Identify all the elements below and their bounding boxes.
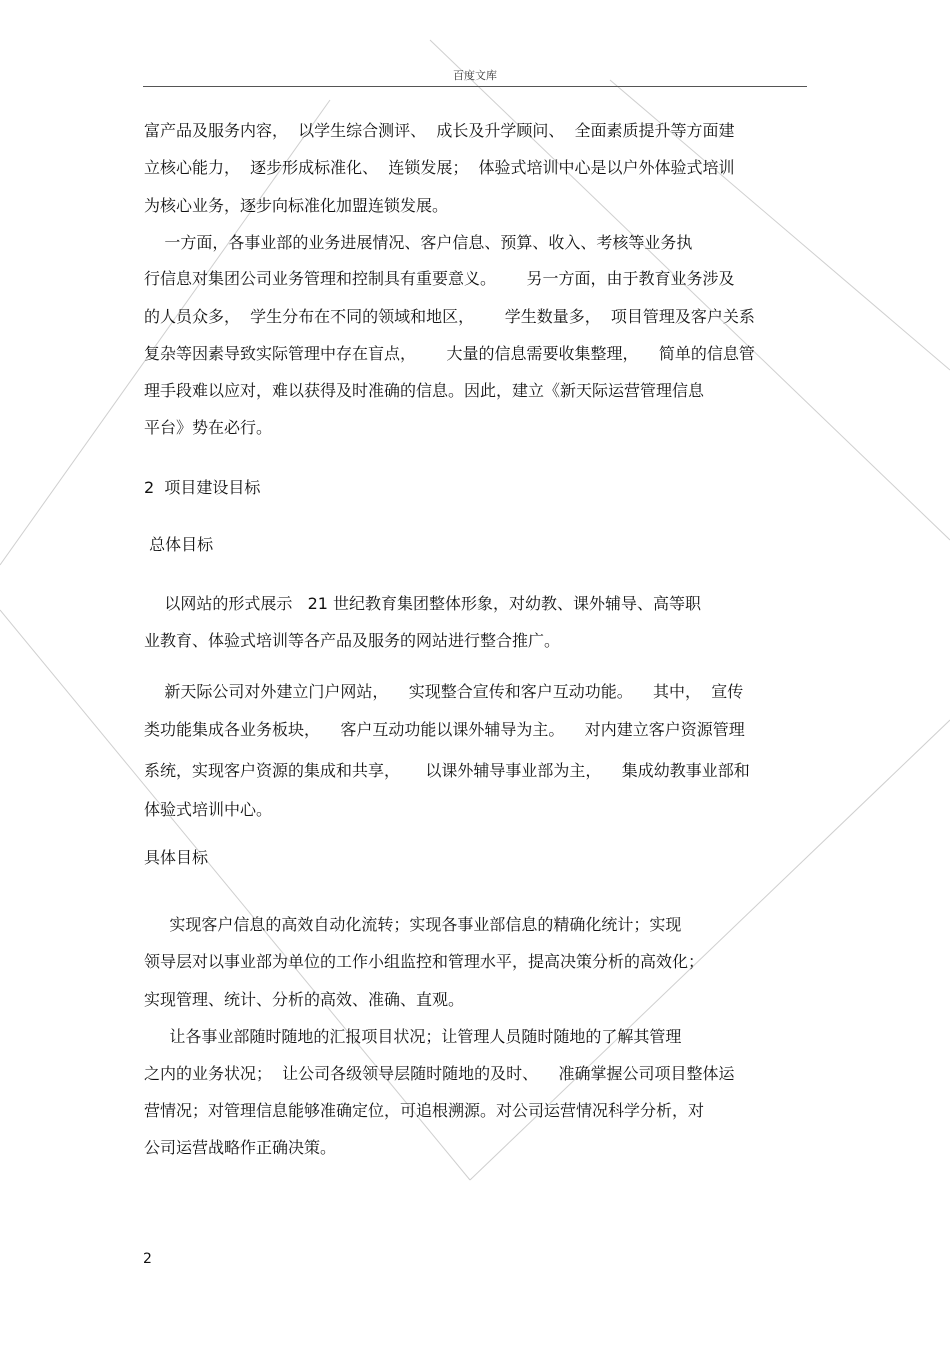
section-heading: 2 项目建设目标 xyxy=(144,478,261,497)
text-line: 一方面，各事业部的业务进展情况、客户信息、预算、收入、考核等业务执 xyxy=(144,233,693,252)
text-line: 领导层对以事业部为单位的工作小组监控和管理水平，提高决策分析的高效化； xyxy=(144,952,705,971)
page-header-title: 百度文库 xyxy=(453,69,497,82)
text-line: 行信息对集团公司业务管理和控制具有重要意义。 另一方面，由于教育业务涉及 xyxy=(144,269,735,288)
text-line: 让各事业部随时随地的汇报项目状况；让管理人员随时随地的了解其管理 xyxy=(144,1027,682,1046)
text-line: 业教育、体验式培训等各产品及服务的网站进行整合推广。 xyxy=(144,631,561,650)
text-line: 营情况；对管理信息能够准确定位，可追根溯源。对公司运营情况科学分析，对 xyxy=(144,1101,705,1120)
text-line: 类功能集成各业务板块， 客户互动功能以课外辅导为主。 对内建立客户资源管理 xyxy=(144,720,745,739)
page-number: 2 xyxy=(143,1251,152,1267)
text-line: 平台》势在必行。 xyxy=(144,418,273,437)
text-line: 之内的业务状况； 让公司各级领导层随时随地的及时、 准确掌握公司项目整体运 xyxy=(144,1064,735,1083)
text-line: 立核心能力， 逐步形成标准化、 连锁发展； 体验式培训中心是以户外体验式培训 xyxy=(144,158,735,177)
text-line: 新天际公司对外建立门户网站， 实现整合宣传和客户互动功能。 其中， 宣传 xyxy=(144,682,744,701)
subheading-specific-goal: 具体目标 xyxy=(144,848,209,867)
text-line: 系统，实现客户资源的集成和共享， 以课外辅导事业部为主， 集成幼教事业部和 xyxy=(144,761,750,780)
text-line: 为核心业务，逐步向标准化加盟连锁发展。 xyxy=(144,196,449,215)
subheading-overall-goal: 总体目标 xyxy=(144,535,214,554)
text-line: 以网站的形式展示 21 世纪教育集团整体形象，对幼教、课外辅导、高等职 xyxy=(144,594,702,613)
text-line: 体验式培训中心。 xyxy=(144,800,273,819)
text-line: 富产品及服务内容， 以学生综合测评、 成长及升学顾问、 全面素质提升等方面建 xyxy=(144,121,735,140)
text-line: 复杂等因素导致实际管理中存在盲点， 大量的信息需要收集整理， 简单的信息管 xyxy=(144,344,755,363)
text-line: 公司运营战略作正确决策。 xyxy=(144,1138,337,1157)
header-divider xyxy=(143,86,807,87)
text-line: 的人员众多， 学生分布在不同的领域和地区， 学生数量多， 项目管理及客户关系 xyxy=(144,307,755,326)
text-line: 实现客户信息的高效自动化流转；实现各事业部信息的精确化统计；实现 xyxy=(144,915,682,934)
text-line: 理手段难以应对，难以获得及时准确的信息。因此，建立《新天际运营管理信息 xyxy=(144,381,705,400)
text-line: 实现管理、统计、分析的高效、准确、直观。 xyxy=(144,990,465,1009)
